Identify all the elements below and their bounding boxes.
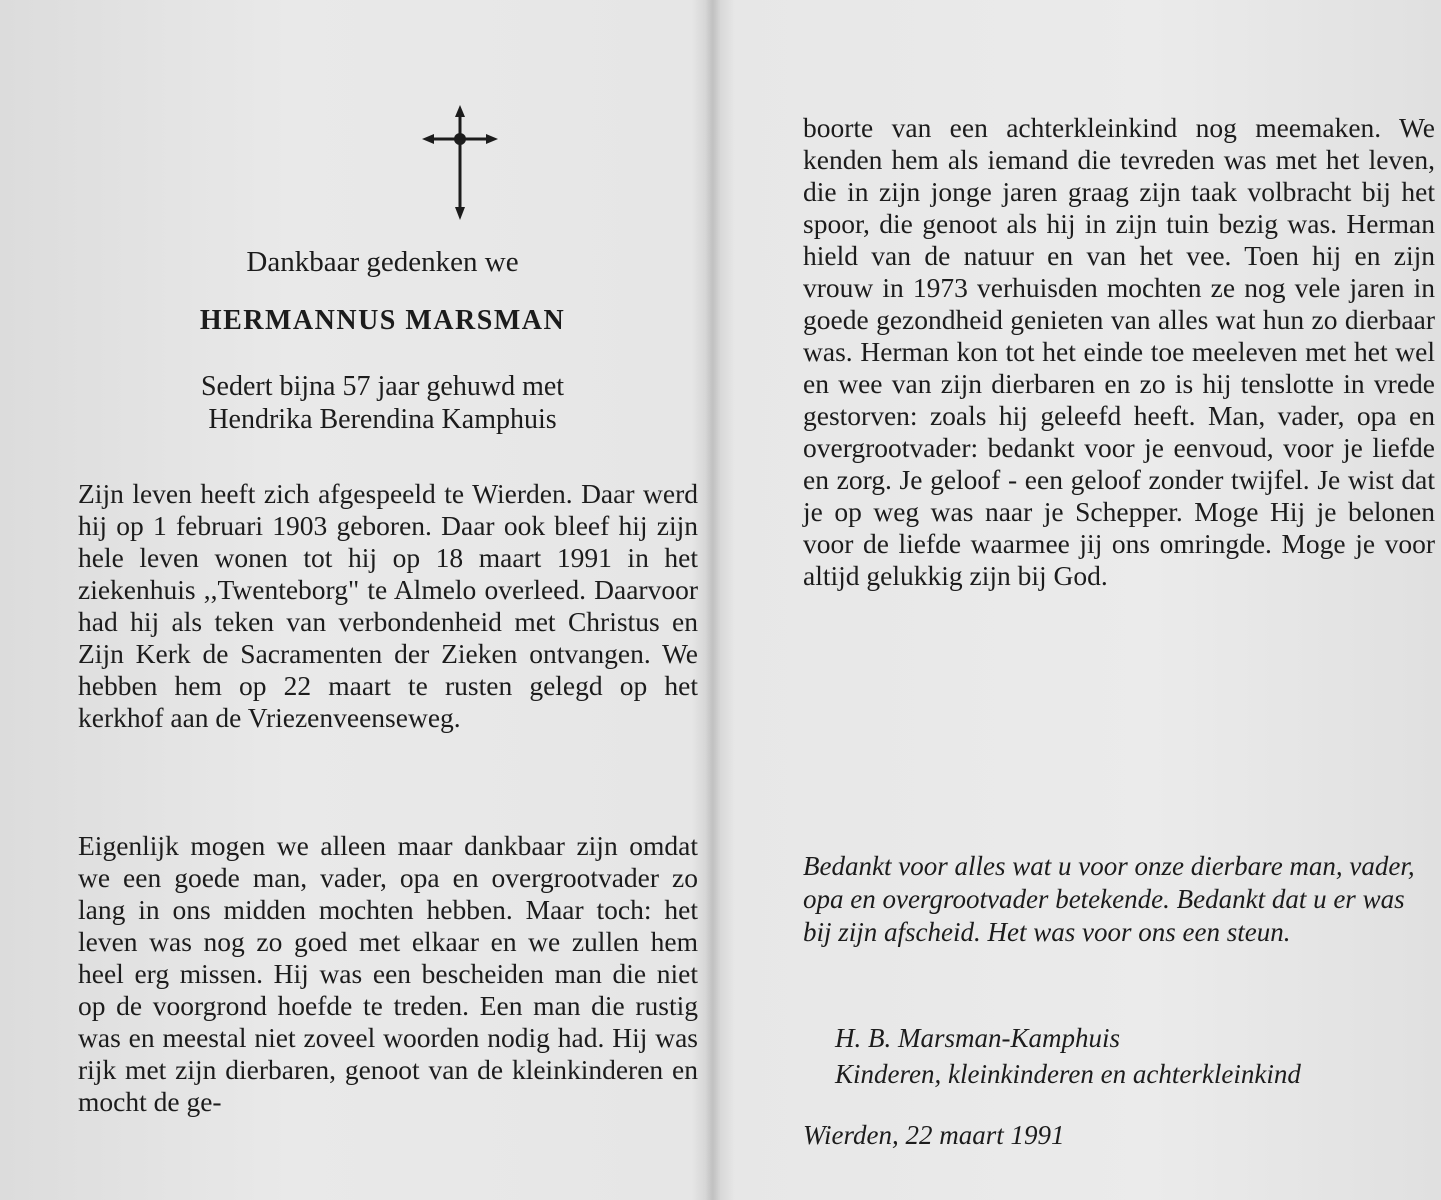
biography-paragraph-2: Eigenlijk mogen we alleen maar dankbaar zijn omdat we een goede man, vader, opa en overgrootvader zo lang in ons midden mochten hebben. Maar toch: het leven was nog zo goed met elkaar en we zullen hem heel erg missen. Hij was een bescheiden man die niet op de voorgrond hoefde te treden. Een man die rustig was en meestal niet zoveel woorden nodig had. Hij was rijk met zijn dierbaren, genoot van de kleinkinderen en mocht de ge-	[78, 830, 698, 1117]
cross-icon	[420, 105, 500, 220]
biography-paragraph-1: Zijn leven heeft zich afgespeeld te Wierden. Daar werd hij op 1 februari 1903 geboren. Daar ook bleef hij zijn hele leven wonen tot hij op 18 maart 1991 in het ziekenhuis ,,Twenteborg" te Almelo overleed. Daarvoor had hij als teken van verbondenheid met Christus en Zijn Kerk de Sacramenten der Zieken ontvangen. We hebben hem op 22 maart te rusten gelegd op het kerkhof aan de Vriezenveenseweg.	[78, 478, 698, 733]
right-page	[803, 0, 1435, 1200]
signatories	[835, 1020, 1435, 1092]
left-page	[70, 0, 698, 1200]
married-line-2: Hendrika Berendina Kamphuis	[208, 404, 557, 435]
signer-widow: H. B. Marsman-Kamphuis	[835, 1023, 1121, 1053]
married-line-1: Sedert bijna 57 jaar gehuwd met	[200, 371, 565, 402]
place-and-date: Wierden, 22 maart 1991	[803, 1120, 1065, 1150]
deceased-name: HERMANNUS MARSMAN	[199, 305, 566, 336]
married-text	[70, 370, 695, 436]
biography-paragraph-3: boorte van een achterkleinkind nog meemaken. We kenden hem als iemand die tevreden was met het leven, die in zijn jonge jaren graag zijn taak volbracht bij het spoor, die genoot als hij in zijn tuin bezig was. Herman hield van de natuur en van het vee. Toen hij en zijn vrouw in 1973 verhuisden mochten ze nog vele jaren in goede gezondheid genieten van alles wat hun zo dierbaar was. Herman kon tot het einde toe meeleven met het wel en wee van zijn dierbaren en zo is hij tenslotte in vrede gestorven: zoals hij geleefd heeft. Man, vader, opa en overgrootvader: bedankt voor je eenvoud, voor je liefde en zorg. Je geloof - een geloof zonder twijfel. Je wist dat je op weg was naar je Schepper. Moge Hij je belonen voor de liefde waarmee jij ons omringde. Moge je voor altijd gelukkig zijn bij God.	[803, 112, 1435, 591]
intro-line: Dankbaar gedenken we	[246, 246, 519, 278]
thanks-text: Bedankt voor alles wat u voor onze dierbare man, vader, opa en overgrootvader betekende. Bedankt dat u er was bij zijn afscheid. Het was voor ons een steun.	[803, 851, 1415, 947]
signer-family: Kinderen, kleinkinderen en achterkleinkind	[835, 1059, 1301, 1089]
card-fold	[705, 0, 721, 1200]
